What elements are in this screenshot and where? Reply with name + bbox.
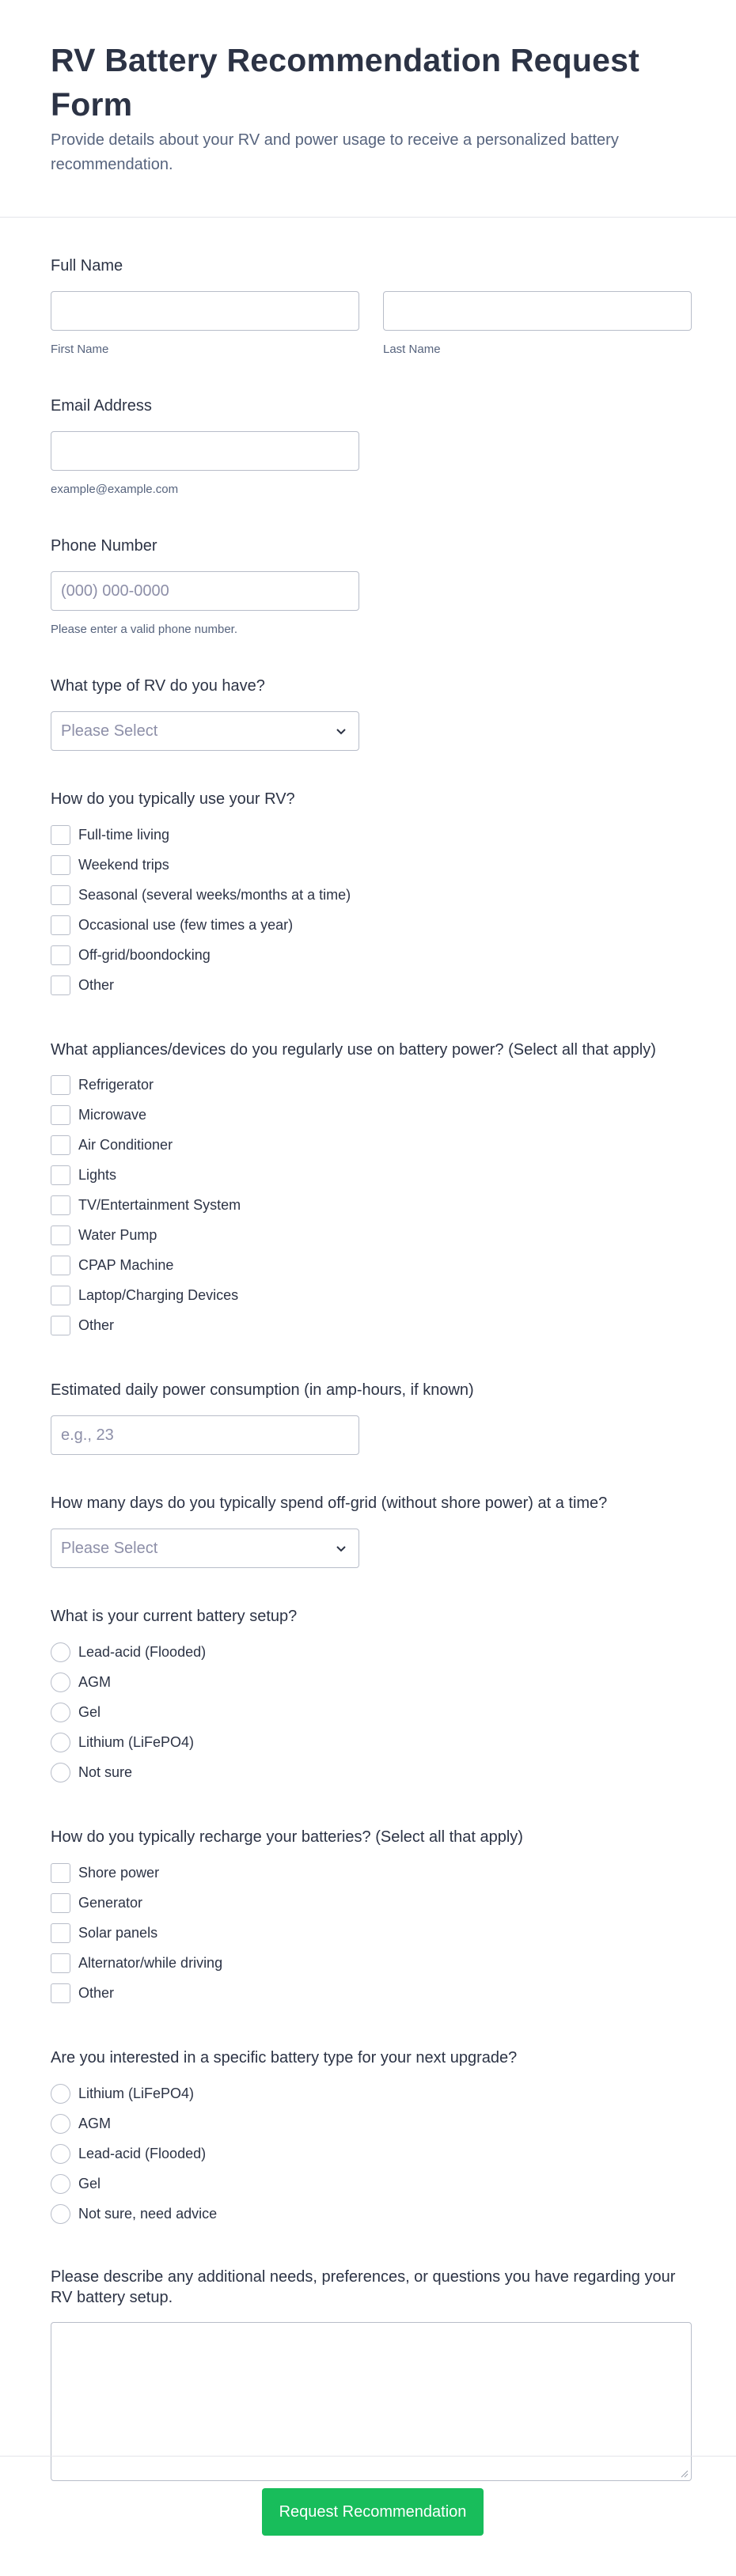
first-name-sublabel: First Name — [51, 343, 109, 356]
option-label: Shore power — [78, 1865, 160, 1881]
radio-circle[interactable] — [51, 2174, 70, 2194]
usage-checkbox[interactable] — [51, 854, 685, 875]
option-label: TV/Entertainment System — [78, 1197, 241, 1213]
checkbox-box[interactable] — [51, 1165, 70, 1185]
option-label: Other — [78, 1985, 115, 2001]
radio-circle[interactable] — [51, 2114, 70, 2134]
email-sublabel: example@example.com — [51, 483, 179, 496]
option-label: Gel — [78, 2176, 101, 2191]
battery-setup-label: What is your current battery setup? — [51, 1608, 298, 1625]
form-header — [0, 0, 736, 218]
request-recommendation-button[interactable]: Request Recommendation — [262, 2488, 484, 2536]
usage-section — [51, 751, 685, 995]
checkbox-box[interactable] — [51, 825, 70, 845]
checkbox-box[interactable] — [51, 1983, 70, 2003]
checkbox-box[interactable] — [51, 1135, 70, 1155]
option-label: Water Pump — [78, 1227, 157, 1243]
rv-type-label: What type of RV do you have? — [51, 677, 265, 695]
option-label: Generator — [78, 1895, 143, 1911]
email-input[interactable] — [51, 431, 359, 471]
option-label: Other — [78, 1317, 115, 1333]
offgrid-days-selected: Please Select — [61, 1539, 158, 1557]
option-label: Lead-acid (Flooded) — [78, 1644, 207, 1660]
page-title: RV Battery Recommendation Request Form — [51, 42, 640, 123]
recharge-label: How do you typically recharge your batteries? (Select all that apply) — [51, 1828, 523, 1846]
radio-circle[interactable] — [51, 1703, 70, 1722]
appliances-label: What appliances/devices do you regularly use on battery power? (Select all that apply) — [51, 1041, 656, 1059]
radio-circle[interactable] — [51, 2204, 70, 2224]
recharge-checkbox[interactable] — [51, 1923, 685, 1943]
option-label: Not sure, need advice — [78, 2206, 218, 2222]
battery-interest-radio[interactable] — [51, 2143, 685, 2164]
option-label: Weekend trips — [78, 857, 169, 873]
appliances-options — [51, 1074, 685, 1335]
recharge-section — [51, 1782, 685, 2003]
radio-circle[interactable] — [51, 1673, 70, 1692]
radio-circle[interactable] — [51, 2144, 70, 2164]
chevron-down-icon — [335, 1542, 347, 1555]
checkbox-box[interactable] — [51, 1863, 70, 1883]
battery-interest-radio[interactable] — [51, 2203, 685, 2224]
chevron-down-icon — [335, 725, 347, 737]
last-name-input[interactable] — [383, 291, 692, 331]
battery-interest-label: Are you interested in a specific battery type for your next upgrade? — [51, 2049, 518, 2066]
option-label: Lights — [78, 1167, 117, 1183]
usage-checkbox[interactable] — [51, 824, 685, 845]
battery-interest-radio[interactable] — [51, 2173, 685, 2194]
checkbox-box[interactable] — [51, 945, 70, 965]
checkbox-box[interactable] — [51, 975, 70, 995]
checkbox-box[interactable] — [51, 1075, 70, 1095]
checkbox-box[interactable] — [51, 1953, 70, 1973]
appliance-checkbox[interactable] — [51, 1195, 685, 1215]
checkbox-box[interactable] — [51, 885, 70, 905]
checkbox-box[interactable] — [51, 855, 70, 875]
usage-options — [51, 824, 685, 995]
full-name-section — [51, 218, 685, 358]
option-label: Seasonal (several weeks/months at a time) — [78, 887, 351, 903]
checkbox-box[interactable] — [51, 1286, 70, 1305]
usage-checkbox[interactable] — [51, 945, 685, 965]
option-label: Full-time living — [78, 827, 170, 843]
consumption-section — [51, 1335, 685, 1455]
checkbox-box[interactable] — [51, 1225, 70, 1245]
option-label: AGM — [78, 1674, 112, 1690]
email-label: Email Address — [51, 397, 152, 415]
option-label: Air Conditioner — [78, 1137, 173, 1153]
radio-circle[interactable] — [51, 1642, 70, 1662]
recharge-checkbox[interactable] — [51, 1983, 685, 2003]
phone-section — [51, 498, 685, 638]
option-label: Not sure — [78, 1764, 133, 1780]
option-label: Gel — [78, 1704, 101, 1720]
battery-setup-radio[interactable] — [51, 1672, 685, 1692]
rv-type-select[interactable] — [51, 711, 359, 751]
checkbox-box[interactable] — [51, 1256, 70, 1275]
recharge-options — [51, 1862, 685, 2003]
appliance-checkbox[interactable] — [51, 1104, 685, 1125]
consumption-label: Estimated daily power consumption (in amp-hours, if known) — [51, 1381, 474, 1399]
page-subtitle: Provide details about your RV and power usage to receive a personalized battery recommendation. — [51, 131, 619, 173]
checkbox-box[interactable] — [51, 915, 70, 935]
appliance-checkbox[interactable] — [51, 1135, 685, 1155]
checkbox-box[interactable] — [51, 1105, 70, 1125]
appliance-checkbox[interactable] — [51, 1255, 685, 1275]
phone-label: Phone Number — [51, 537, 157, 555]
recharge-checkbox[interactable] — [51, 1862, 685, 1883]
email-section — [51, 358, 685, 498]
usage-checkbox[interactable] — [51, 975, 685, 995]
battery-interest-section — [51, 2003, 685, 2224]
option-label: Solar panels — [78, 1925, 158, 1941]
battery-setup-options — [51, 1642, 685, 1782]
first-name-input[interactable] — [51, 291, 359, 331]
appliance-checkbox[interactable] — [51, 1315, 685, 1335]
appliance-checkbox[interactable] — [51, 1074, 685, 1095]
offgrid-days-label: How many days do you typically spend off-grid (without shore power) at a time? — [51, 1494, 608, 1512]
additional-label: Please describe any additional needs, preferences, or questions you have regarding your RV battery setup. — [51, 2268, 676, 2306]
appliance-checkbox[interactable] — [51, 1225, 685, 1245]
option-label: Lithium (LiFePO4) — [78, 2085, 195, 2101]
consumption-input[interactable] — [51, 1415, 359, 1455]
option-label: Occasional use (few times a year) — [78, 917, 294, 933]
recharge-checkbox[interactable] — [51, 1953, 685, 1973]
usage-label: How do you typically use your RV? — [51, 790, 295, 808]
option-label: Microwave — [78, 1107, 147, 1123]
rv-type-section — [51, 638, 685, 751]
appliance-checkbox[interactable] — [51, 1285, 685, 1305]
battery-setup-radio[interactable] — [51, 1702, 685, 1722]
checkbox-box[interactable] — [51, 1893, 70, 1913]
form-footer — [0, 2456, 736, 2576]
option-label: Alternator/while driving — [78, 1955, 223, 1971]
option-label: AGM — [78, 2116, 112, 2131]
full-name-label: Full Name — [51, 257, 123, 275]
last-name-sublabel: Last Name — [383, 343, 441, 356]
battery-setup-radio[interactable] — [51, 1762, 685, 1782]
phone-input[interactable] — [51, 571, 359, 611]
usage-checkbox[interactable] — [51, 885, 685, 905]
appliance-checkbox[interactable] — [51, 1165, 685, 1185]
appliances-section — [51, 995, 685, 1335]
offgrid-days-section — [51, 1455, 685, 1568]
form-body — [0, 218, 736, 2481]
option-label: Lithium (LiFePO4) — [78, 1734, 195, 1750]
phone-sublabel: Please enter a valid phone number. — [51, 623, 237, 636]
usage-checkbox[interactable] — [51, 915, 685, 935]
battery-setup-radio[interactable] — [51, 1732, 685, 1752]
rv-type-selected: Please Select — [61, 722, 158, 740]
option-label: Off-grid/boondocking — [78, 947, 211, 963]
battery-setup-section — [51, 1568, 685, 1782]
radio-circle[interactable] — [51, 1763, 70, 1782]
additional-section — [51, 2224, 685, 2481]
checkbox-box[interactable] — [51, 1923, 70, 1943]
offgrid-days-select[interactable] — [51, 1529, 359, 1568]
option-label: Lead-acid (Flooded) — [78, 2146, 207, 2161]
recharge-checkbox[interactable] — [51, 1892, 685, 1913]
radio-circle[interactable] — [51, 2084, 70, 2104]
option-label: Other — [78, 977, 115, 993]
checkbox-box[interactable] — [51, 1316, 70, 1335]
option-label: Laptop/Charging Devices — [78, 1287, 239, 1303]
battery-interest-radio[interactable] — [51, 2113, 685, 2134]
option-label: CPAP Machine — [78, 1257, 174, 1273]
battery-interest-radio[interactable] — [51, 2083, 685, 2104]
checkbox-box[interactable] — [51, 1195, 70, 1215]
option-label: Refrigerator — [78, 1077, 154, 1093]
battery-setup-radio[interactable] — [51, 1642, 685, 1662]
battery-interest-options — [51, 2083, 685, 2224]
radio-circle[interactable] — [51, 1733, 70, 1752]
